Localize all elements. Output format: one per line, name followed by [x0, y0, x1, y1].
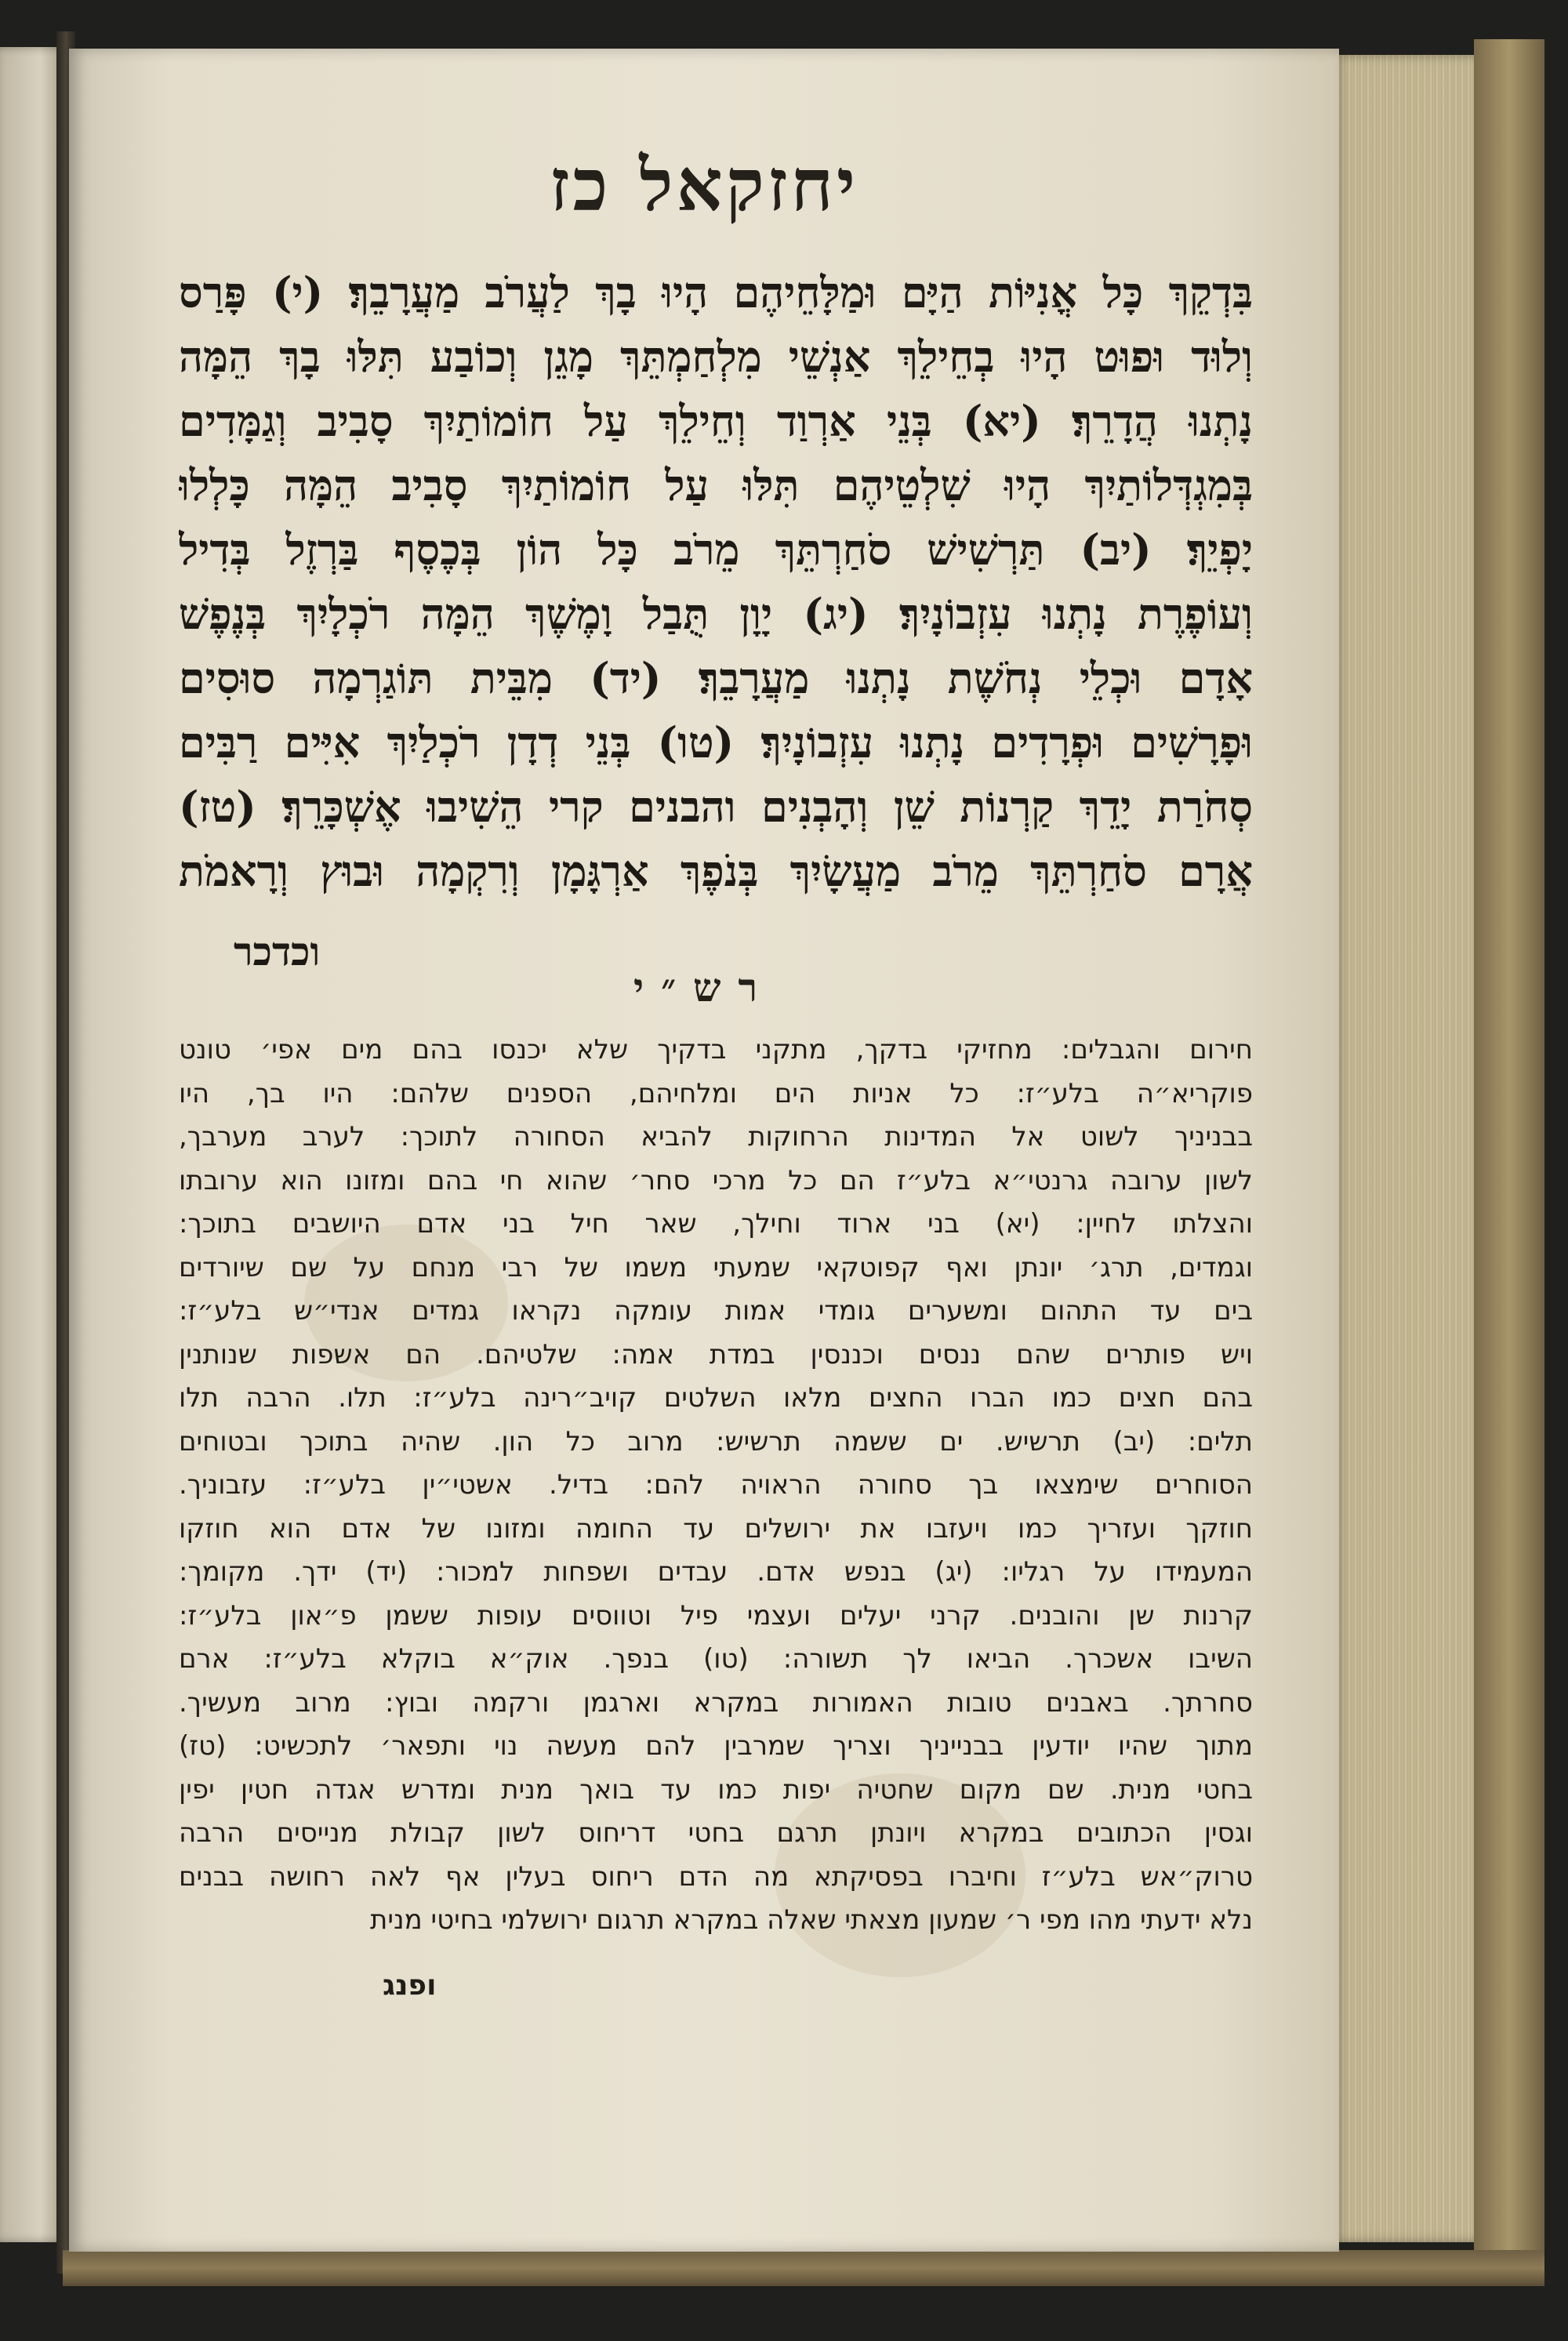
- commentary-line: בים עד התהום ומשערים גומדי אמות עומקה נקראו גמדים אנדי״ש בלע״ז:: [179, 1295, 1253, 1327]
- catchword-bottom: ופנג: [383, 1969, 437, 2002]
- catchword-top: וכדכר: [234, 928, 321, 975]
- commentary-line: ויש פותרים שהם ננסים וכננסין במדת אמה: שלטיהם. הם אשפות שנותנין: [179, 1338, 1253, 1370]
- commentary-line: וגמדים, תרג׳ יונתן ואף קפוטקאי שמעתי משמו של רבי מנחם על שם שיורדים: [179, 1251, 1253, 1283]
- commentary-line: לשון ערובה גרנטי״א בלע״ז הם כל מרכי סחר׳ שהוא חי בהם ומזונו הוא ערובתו: [179, 1164, 1253, 1196]
- verse-line: וְעוֹפֶרֶת נָתְנוּ עִזְבוֹנָיִךְ׃ (יג) יָוָן תֻּבַל וָמֶשֶׁךְ הֵמָּה רֹכְלָיִךְ בְּנֶפֶשׁ: [179, 589, 1253, 639]
- commentary-line: חירום והגבלים: מחזיקי בדקך, מתקני בדקיך שלא יכנסו בהם מים אפי׳ טונט: [179, 1034, 1253, 1065]
- commentary-line: בחטי מנית. שם מקום שחטיה יפות כמו עד בואך מנית ומדרש אגדה חטין יפין: [179, 1773, 1253, 1806]
- book-page: [69, 49, 1339, 2252]
- commentary-line: תלים: (יב) תרשיש. ים ששמה תרשיש: מרוב כל הון. שהיה בתוכך ובטוחים: [179, 1425, 1253, 1457]
- page-block-edge: [1333, 55, 1482, 2242]
- commentary-line: פוקריא״ה בלע״ז: כל אניות הים ומלחיהם, הספנים שלהם: היו בך, היו: [179, 1077, 1253, 1109]
- verse-line: נָתְנוּ הֲדָרֵךְ׃ (יא) בְּנֵי אַרְוַד וְחֵילֵךְ עַל חוֹמוֹתַיִךְ סָבִיב וְגַמָּדִים: [179, 396, 1253, 446]
- verse-line: אֲרָם סֹחַרְתֵּךְ מֵרֹב מַעֲשָׂיִךְ בְּנֹפֶךְ אַרְגָּמָן וְרִקְמָה וּבוּץ וְרָאמֹת: [179, 846, 1253, 896]
- commentary-line: וגסין הכתובים במקרא ויונתן תרגם בחטי דריחוס לשון קבולת מנייסים הרבה: [179, 1817, 1253, 1849]
- verse-line: בְּמִגְדְּלוֹתַיִךְ הָיוּ שִׁלְטֵיהֶם תִּלּוּ עַל חוֹמוֹתַיִךְ סָבִיב הֵמָּה כָּלְלוּ: [179, 460, 1253, 510]
- commentary-title: רש״י: [633, 964, 775, 1011]
- verse-line: וְלוּד וּפוּט הָיוּ בְחֵילֵךְ אַנְשֵׁי מִלְחַמְתֵּךְ מָגֵן וְכוֹבַע תִּלּוּ בָךְ הֵמָּה: [179, 332, 1253, 382]
- commentary-line: בבניניך לשוט אל המדינות הרחוקות להביא הסחורה לתוכך: לערב מערבך,: [179, 1121, 1253, 1152]
- rashi-commentary: [179, 1029, 1253, 1943]
- commentary-line: השיבו אשכרך. הביאו לך תשורה: (טו) בנפך. אוק״א בוקלא בלע״ז: ארם: [179, 1643, 1253, 1675]
- commentary-line: קרנות שן והובנים. קרני יעלים ועצמי פיל וטווסים עופות ששמן פ״און בלע״ז:: [179, 1599, 1253, 1631]
- verse-line: וּפָרָשִׁים וּפְרָדִים נָתְנוּ עִזְבוֹנָיִךְ׃ (טו) בְּנֵי דְדָן רֹכְלַיִךְ אִיִּים רַבִּים: [179, 717, 1253, 768]
- verse-line: אָדָם וּכְלֵי נְחֹשֶׁת נָתְנוּ מַעֲרָבֵךְ׃ (יד) מִבֵּית תּוֹגַרְמָה סוּסִים: [179, 653, 1253, 703]
- verse-line: יָפְיֵךְ׃ (יב) תַּרְשִׁישׁ סֹחַרְתֵּךְ מֵרֹב כָּל הוֹן בְּכֶסֶף בַּרְזֶל בְּדִיל: [179, 524, 1253, 575]
- commentary-line: נלא ידעתי מהו מפי ר׳ שמעון מצאתי שאלה במקרא תרגום ירושלמי בחיטי מנית: [370, 1904, 1253, 1936]
- biblical-text: [179, 260, 1253, 903]
- commentary-line: טרוק״אש בלע״ז וחיברו בפסיקתא מה הדם ריחוס בעלין אף לאה רחושה בבנים: [179, 1860, 1253, 1893]
- commentary-line: חוזקך ועזריך כמו ויעזבו את ירושלים עד החומה ומזונו של אדם הוא חוזקו: [179, 1512, 1253, 1544]
- verse-line: בִּדְקֵךְ כָּל אֳנִיּוֹת הַיָּם וּמַלָּחֵיהֶם הָיוּ בָךְ לַעֲרֹב מַעֲרָבֵךְ׃ (י) פָּרַס: [179, 267, 1253, 318]
- commentary-line: מתוך שהיו יודעין בבנייניך וצריך שמרבין להם מעשה נוי ותפאר׳ לתכשיט: (טז): [179, 1730, 1253, 1762]
- book-cover-bottom: [63, 2250, 1544, 2286]
- commentary-line: סחרתך. באבנים טובות האמורות במקרא וארגמן ורקמה ובוץ: מרוב מעשיך.: [179, 1686, 1253, 1719]
- commentary-line: בהם חצים כמו הברו החצים מלאו השלטים קויב״רינה בלע״ז: תלו. הרבה תלו: [179, 1382, 1253, 1414]
- commentary-line: המעמידו על רגליו: (יג) בנפש אדם. עבדים ושפחות למכור: (יד) ידך. מקומך:: [179, 1556, 1253, 1588]
- verse-line: סְחֹרַת יָדֵךְ קַרְנוֹת שֵׁן וְהָבְנִים והבנים קרי הֵשִׁיבוּ אֶשְׁכָּרֵךְ׃ (טז): [179, 782, 1253, 832]
- book-cover-right: [1474, 39, 1544, 2266]
- commentary-line: הסוחרים שימצאו בך סחורה הראויה להם: בדיל. אשטי״ין בלע״ז: עזבוניך.: [179, 1469, 1253, 1501]
- commentary-line: והצלתו לחיין: (יא) בני ארוד וחילך, שאר חיל בני אדם היושבים בתוכך:: [179, 1208, 1253, 1239]
- running-head: יחזקאל כז: [549, 143, 859, 227]
